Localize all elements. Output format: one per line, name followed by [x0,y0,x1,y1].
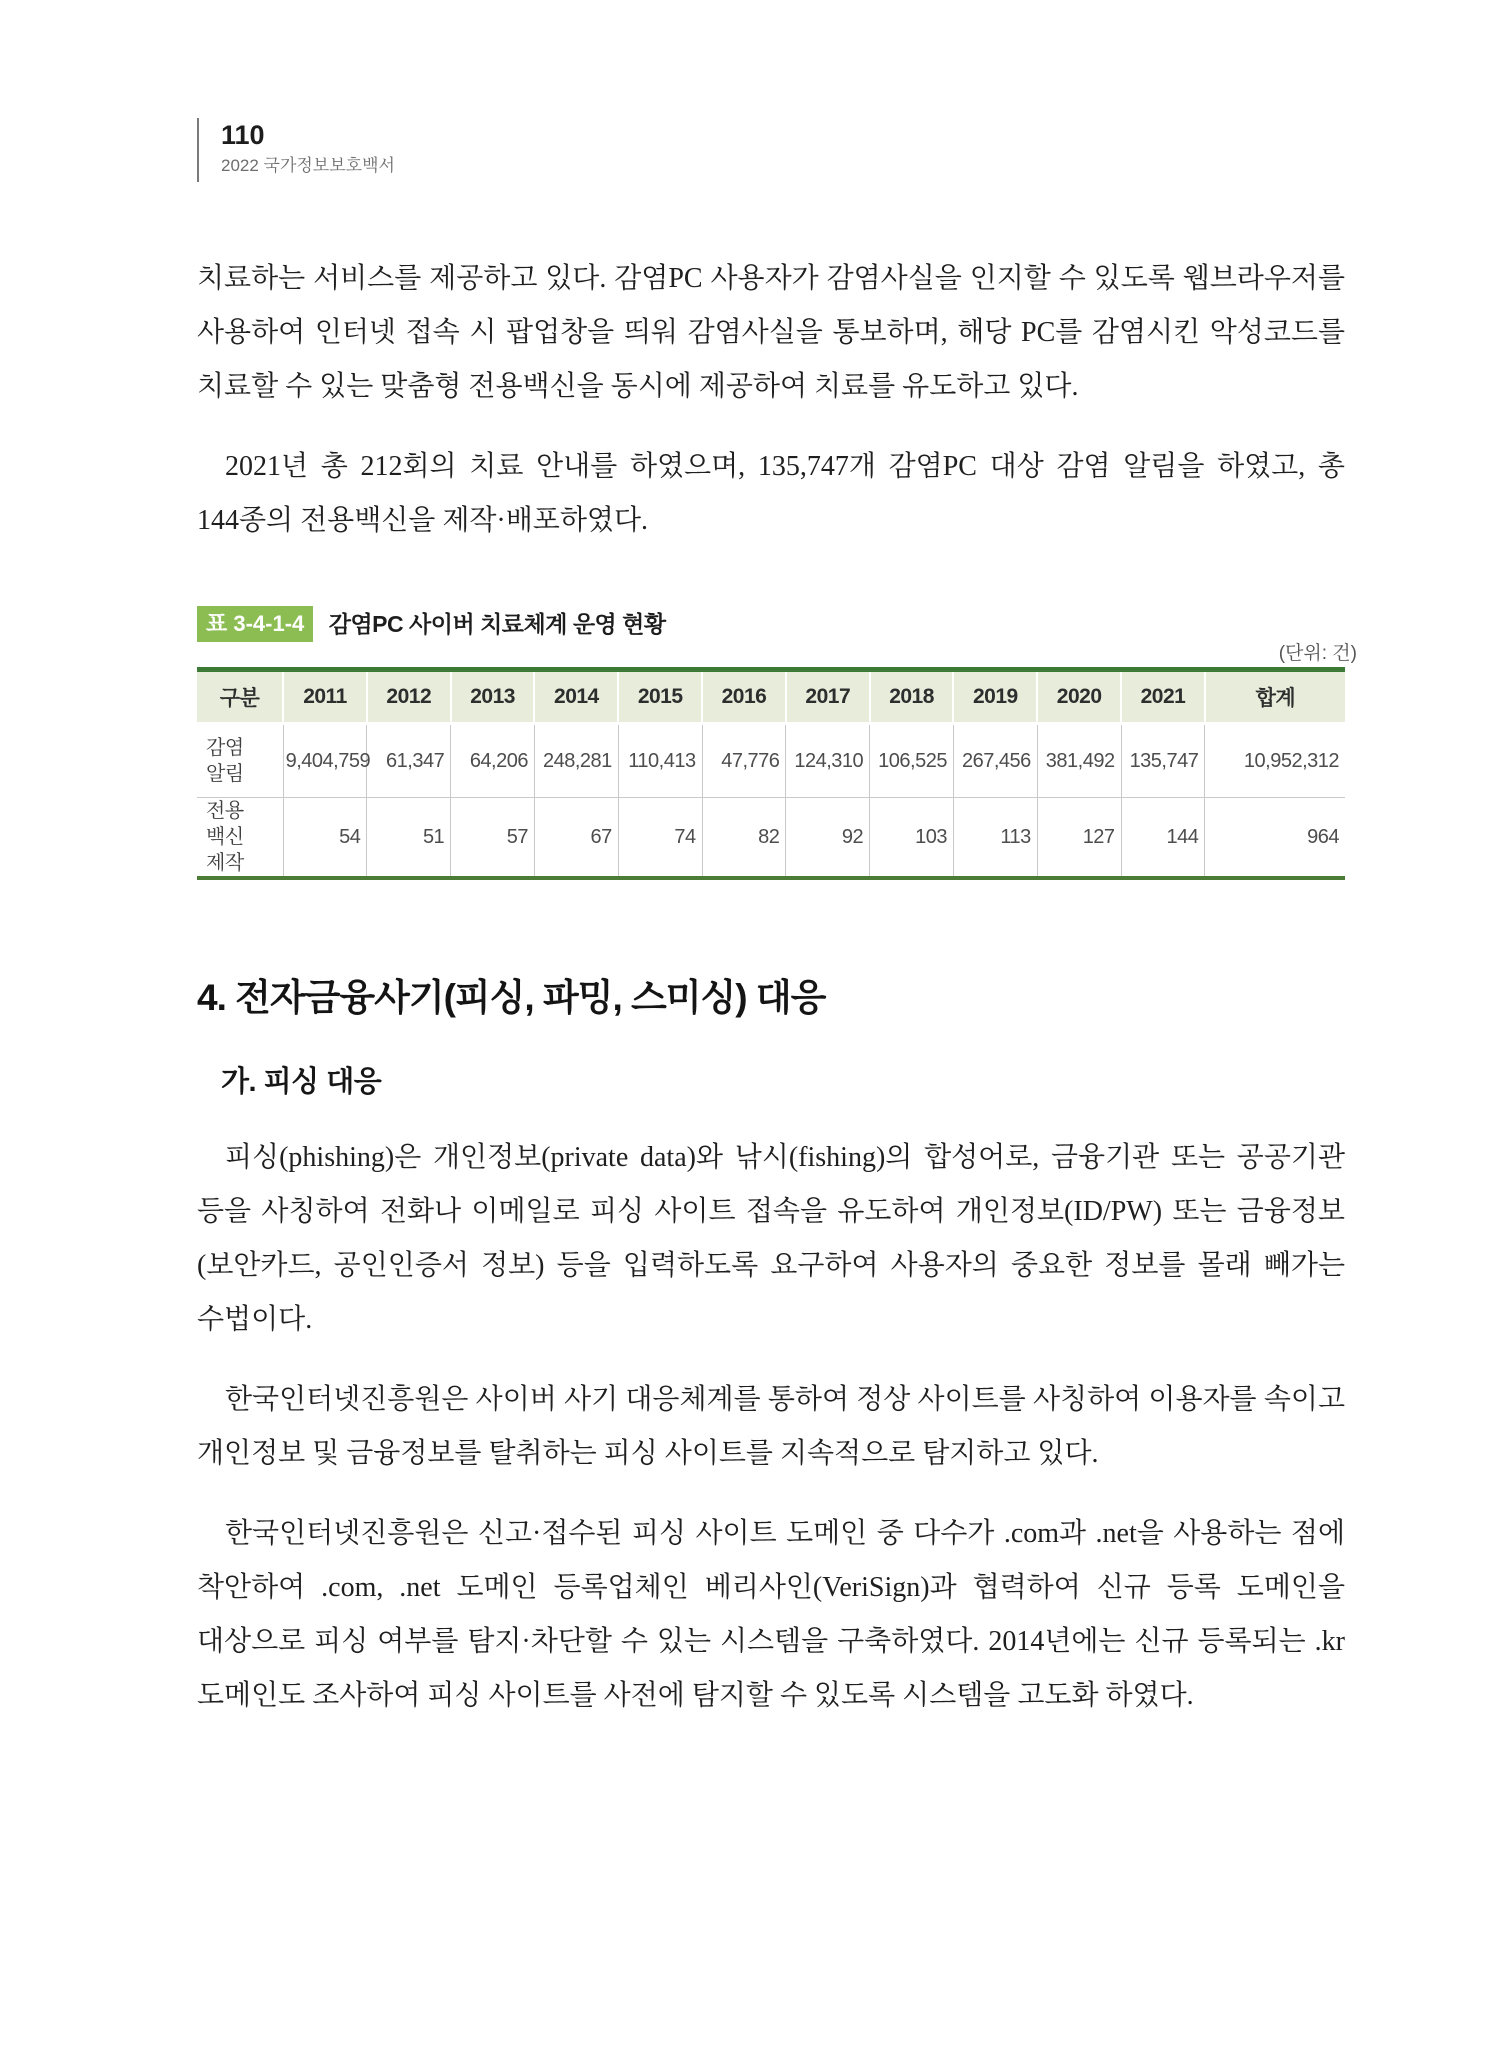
table-header-cell: 2014 [534,670,618,724]
table-header-cell: 구분 [197,670,283,724]
table-cell: 54 [283,798,367,879]
data-table [197,667,1345,880]
table-header-cell: 2011 [283,670,367,724]
table-cell: 92 [786,798,870,879]
body-paragraph: 2021년 총 212회의 치료 안내를 하였으며, 135,747개 감염PC 대상 감염 알림을 하였고, 총 144종의 전용백신을 제작·배포하였다. [197,451,1345,536]
body-paragraph: 치료하는 서비스를 제공하고 있다. 감염PC 사용자가 감염사실을 인지할 수 있도록 웹브라우저를 사용하여 인터넷 접속 시 팝업창을 띄워 감염사실을 통보하며, 해당 PC를 감염시킨 악성코드를 치료할 수 있는 맞춤형 전용백신을 동시에 제공하여 치료를 유도하고 있다. [197,263,1345,402]
body-paragraph: 한국인터넷진흥원은 사이버 사기 대응체계를 통하여 정상 사이트를 사칭하여 이용자를 속이고 개인정보 및 금융정보를 탈취하는 피싱 사이트를 지속적으로 탐지하고 있다. [197,1384,1345,1469]
row-label-cell: 전용 백신 제작 [197,798,283,879]
table-unit-label: (단위: 건) [1278,643,1357,664]
table-header-cell: 2019 [953,670,1037,724]
table-cell: 51 [367,798,451,879]
table-header-cell: 합계 [1205,670,1345,724]
table-cell: 67 [534,798,618,879]
running-head [197,118,1345,182]
table-cell: 135,747 [1121,724,1205,798]
row-label-cell: 감염 알림 [206,737,244,785]
page-number: 110 [221,120,265,150]
table-title: 감염PC 사이버 치료체계 운영 현황 [328,611,666,637]
table-header-row [197,670,1345,724]
table-header-cell: 2012 [367,670,451,724]
body-paragraph: 한국인터넷진흥원은 신고·접수된 피싱 사이트 도메인 중 다수가 .com과 .net을 사용하는 점에 착안하여 .com, .net 도메인 등록업체인 베리사인(VeriSign)과 협력하여 신규 등록 도메인을 대상으로 피싱 여부를 탐지·차단할 수 있는 시스템을 구축하였다. 2014년에는 신규 등록되는 .kr 도메인도 조사하여 피싱 사이트를 사전에 탐지할 수 있도록 시스템을 고도화 하였다. [197,1518,1345,1711]
publication-title: 2022 국가정보보호백서 [221,156,395,175]
table-cell: 113 [953,798,1037,879]
table-caption [197,606,1357,664]
table-header-cell: 2017 [786,670,870,724]
table-cell: 47,776 [702,724,786,798]
table-cell: 124,310 [786,724,870,798]
table-row [197,724,1345,798]
table-cell: 57 [451,798,535,879]
table-header-cell: 2018 [870,670,954,724]
table-cell: 127 [1037,798,1121,879]
table-cell: 267,456 [953,724,1037,798]
table-number-badge: 표 3-4-1-4 [197,606,313,642]
table-cell: 248,281 [534,724,618,798]
table-cell: 110,413 [618,724,702,798]
body-paragraph: 피싱(phishing)은 개인정보(private data)와 낚시(fishing)의 합성어로, 금융기관 또는 공공기관 등을 사칭하여 전화나 이메일로 피싱 사이트 접속을 유도하여 개인정보(ID/PW) 또는 금융정보(보안카드, 공인인증서 정보) 등을 입력하도록 요구하여 사용자의 중요한 정보를 몰래 빼가는 수법이다. [197,1142,1345,1335]
table-cell: 61,347 [367,724,451,798]
table-cell: 74 [618,798,702,879]
table-header-cell: 2020 [1037,670,1121,724]
body-text-block [197,252,1345,548]
table-cell: 106,525 [870,724,954,798]
table-header-cell: 2021 [1121,670,1205,724]
table-cell: 144 [1121,798,1205,879]
table-cell: 82 [702,798,786,879]
body-text-block [197,1131,1345,1723]
table-cell: 10,952,312 [1205,724,1345,798]
subsection-heading: 가. 피싱 대응 [221,1066,382,1098]
table-header-cell: 2015 [618,670,702,724]
table-cell: 964 [1205,798,1345,879]
table-cell: 103 [870,798,954,879]
table-cell: 381,492 [1037,724,1121,798]
table-cell: 64,206 [451,724,535,798]
table-header-cell: 2016 [702,670,786,724]
table-row [197,798,1345,879]
section-heading: 4. 전자금융사기(피싱, 파밍, 스미싱) 대응 [197,977,826,1018]
table-cell: 9,404,759 [283,724,367,798]
table-header-cell: 2013 [451,670,535,724]
